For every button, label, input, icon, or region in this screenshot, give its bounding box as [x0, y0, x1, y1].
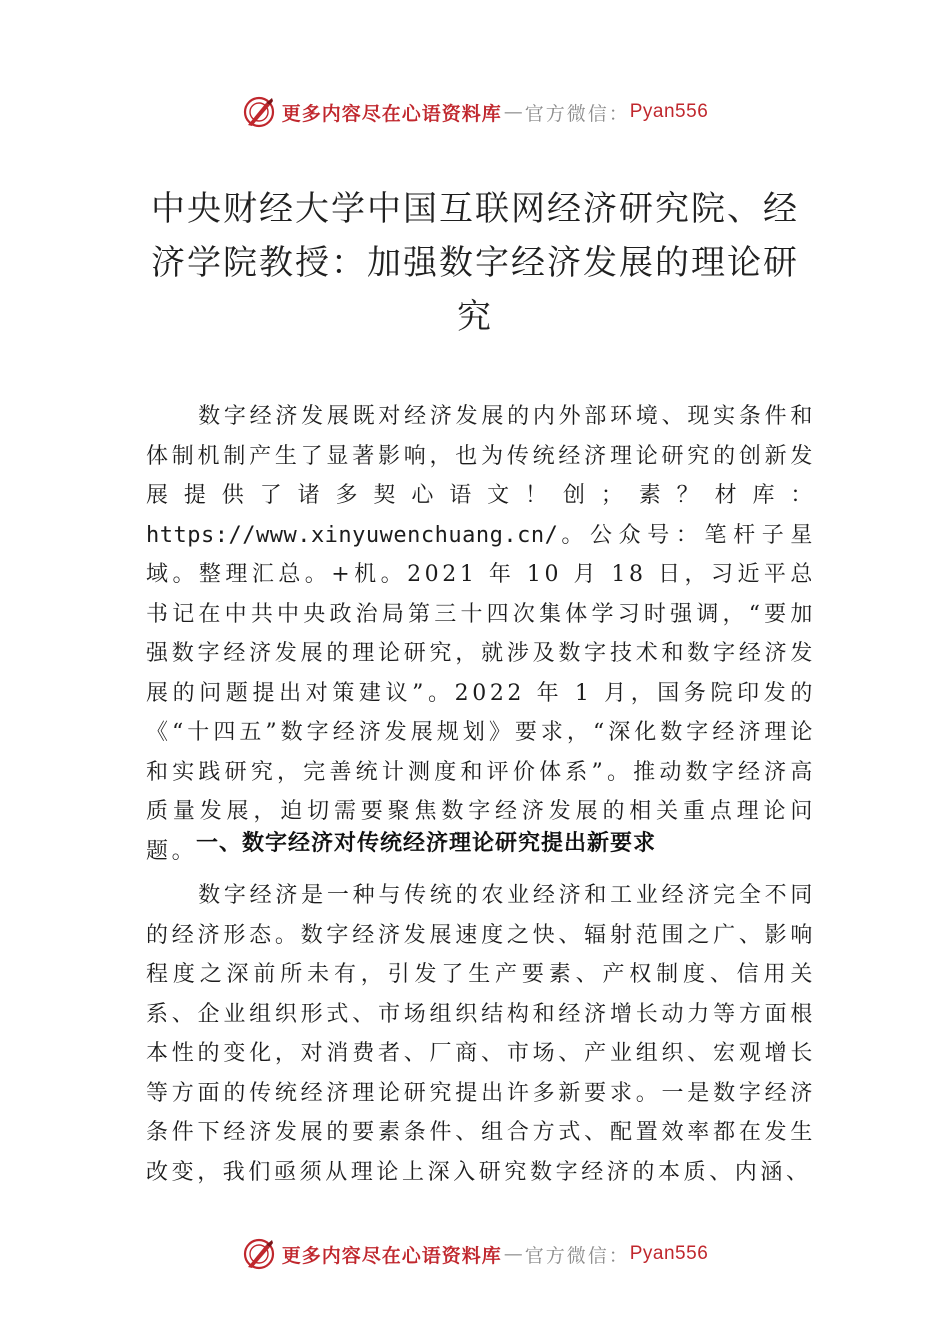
header-watermark	[0, 92, 950, 132]
paragraph-section-one-text: 数字经济是一种与传统的农业经济和工业经济完全不同的经济形态。数字经济发展速度之快、辐射范围之广、影响程度之深前所未有，引发了生产要素、产权制度、信用关系、企业组织形式、市场组织结构和经济增长动力等方面根本性的变化，对消费者、厂商、市场、产业组织、宏观增长等方面的传统经济理论研究提出许多新要求。一是数字经济条件下经济发展的要素条件、组合方式、配置效率都在发生改变，我们亟须从理论上深入研究数字经济的本质、内涵、	[146, 883, 816, 1185]
document-title: 中央财经大学中国互联网经济研究院、经济学院教授：加强数字经济发展的理论研究	[151, 189, 799, 337]
watermark-site-name: 更多内容尽在心语资料库	[281, 1244, 502, 1267]
paragraph-intro-text-a: 数字经济发展既对经济发展的内外部环境、现实条件和体制机制产生了显著影响，也为传统经济理论研究的创新发展提供了诸多契心语文！创；素？材库：	[146, 404, 816, 508]
watermark-separator: —	[503, 101, 523, 123]
paragraph-intro	[146, 397, 816, 871]
watermark-site-name: 更多内容尽在心语资料库	[281, 102, 502, 125]
watermark-separator: —	[503, 1243, 523, 1265]
footer-watermark	[0, 1234, 950, 1274]
paragraph-section-one	[146, 876, 816, 1192]
section-heading: 一、数字经济对传统经济理论研究提出新要求	[196, 831, 657, 856]
paragraph-intro-text-b: 。公众号：笔杆子星域。整理汇总。+机。2021 年 10 月 18 日，习近平总书记在中共中央政治局第三十四次集体学习时强调，“要加强数字经济发展的理论研究，就涉及数字技术和数字经济发展的问题提出对策建议”。2022 年 1 月，国务院印发的《“十四五”数字经济发展规划》要求，“深化数字经济理论和实践研究，完善统计测度和评价体系”。推动数字经济高质量发展，迫切需要聚焦数字经济发展的相关重点理论问题。	[146, 522, 816, 864]
brush-logo-icon	[242, 95, 276, 129]
brush-logo-icon	[242, 1237, 276, 1271]
watermark-wechat-id: Pyan556	[629, 101, 709, 122]
watermark-wechat-label: 官方微信：	[524, 102, 630, 125]
watermark-wechat-id: Pyan556	[629, 1243, 709, 1264]
paragraph-intro-url: https://www.xinyuwenchuang.cn/	[146, 522, 559, 548]
watermark-wechat-label: 官方微信：	[524, 1244, 630, 1267]
